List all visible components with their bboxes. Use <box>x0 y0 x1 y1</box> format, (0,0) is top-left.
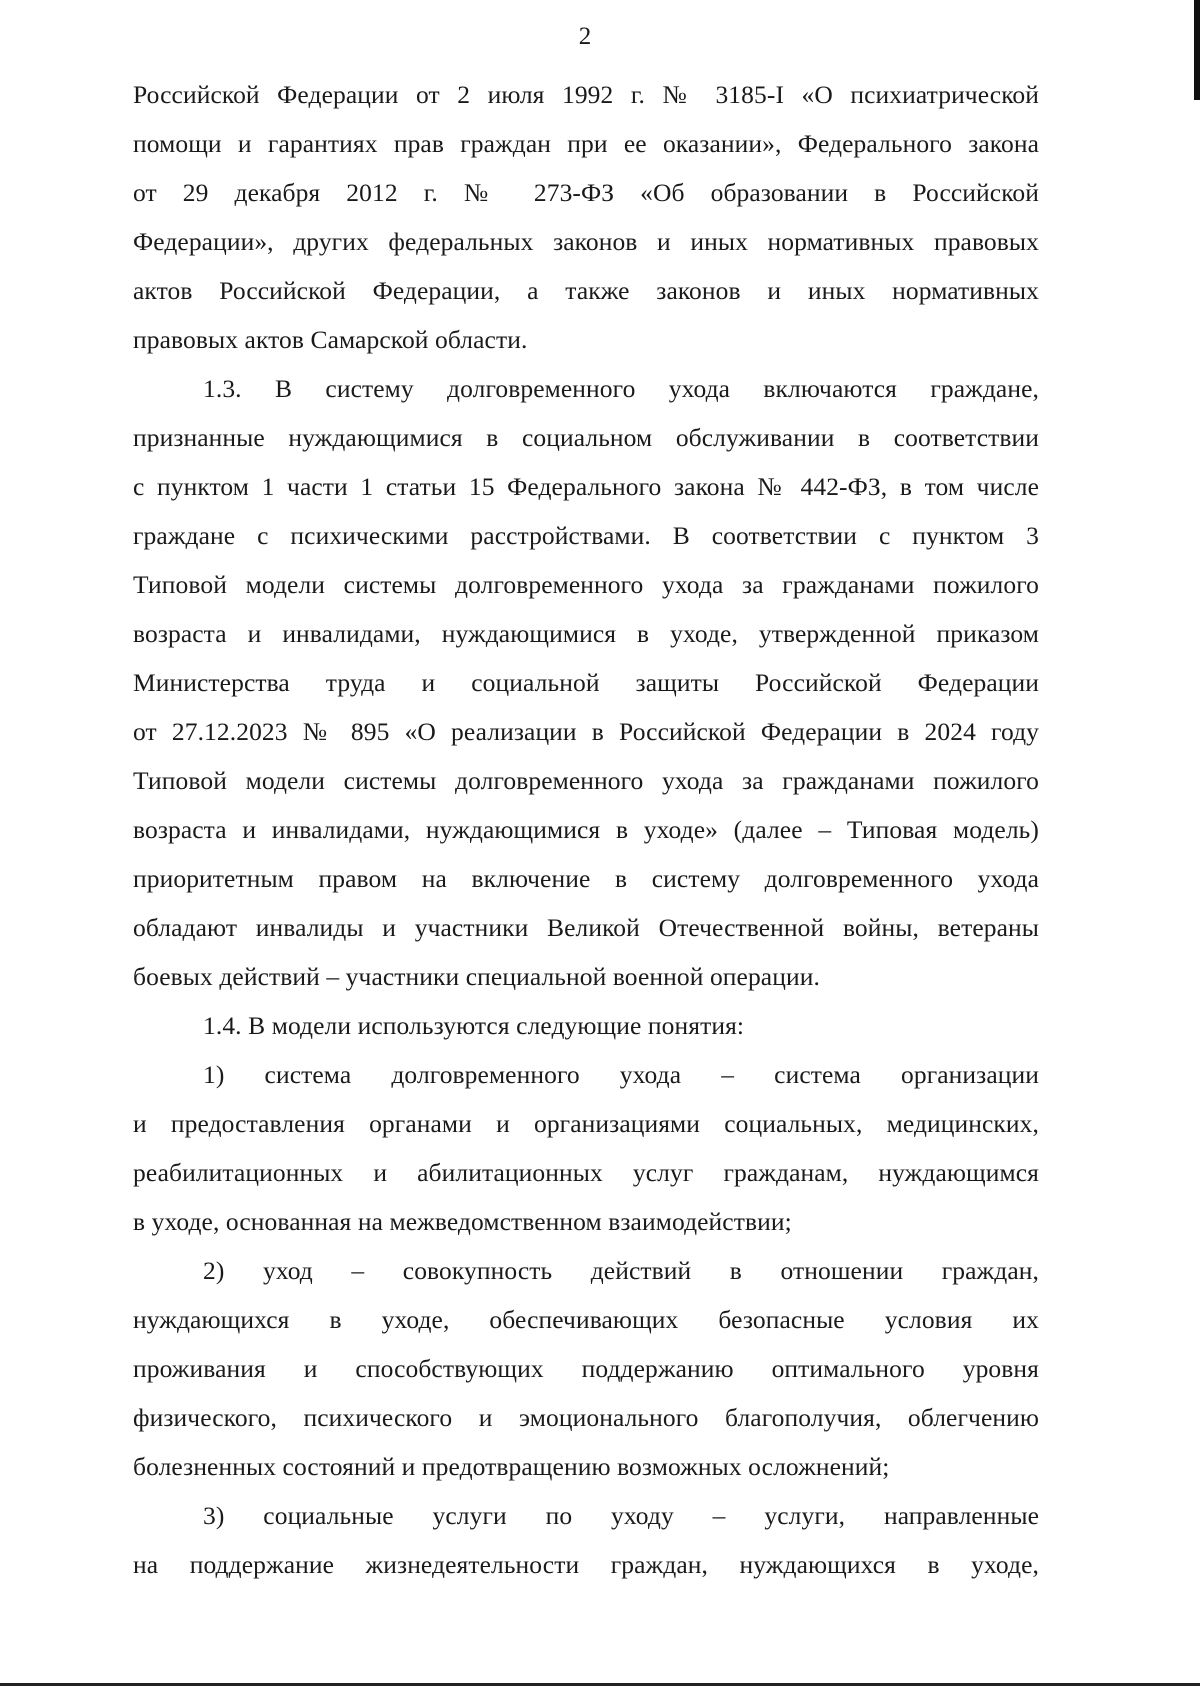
text-line: болезненных состояний и предотвращению возможных осложнений; <box>133 1452 890 1481</box>
text-line: с пунктом 1 части 1 статьи 15 Федерального закона № 442-ФЗ, в том числе <box>133 472 1039 501</box>
text-line: правовых актов Самарской области. <box>133 325 528 354</box>
text-line: 1.3. В систему долговременного ухода включаются граждане, <box>203 374 1039 403</box>
text-line: и предоставления органами и организациями социальных, медицинских, <box>133 1109 1039 1138</box>
page-number: 2 <box>578 23 592 50</box>
text-line: от 29 декабря 2012 г. № 273-ФЗ «Об образовании в Российской <box>133 178 1039 207</box>
text-line: приоритетным правом на включение в систему долговременного ухода <box>133 864 1039 893</box>
bottom-rule <box>0 1683 1200 1686</box>
text-line: Российской Федерации от 2 июля 1992 г. № 3185-I «О психиатрической <box>133 80 1039 109</box>
text-line: 1.4. В модели используются следующие понятия: <box>203 1011 745 1040</box>
text-line: 1) система долговременного ухода – система организации <box>203 1060 1039 1089</box>
text-line: граждане с психическими расстройствами. В соответствии с пунктом 3 <box>133 521 1039 550</box>
text-line: Типовой модели системы долговременного ухода за гражданами пожилого <box>133 570 1039 599</box>
document-body <box>133 70 1039 1589</box>
text-line: признанные нуждающимися в социальном обслуживании в соответствии <box>133 423 1039 452</box>
text-line: возраста и инвалидами, нуждающимися в уходе, утвержденной приказом <box>133 619 1039 648</box>
text-line: возраста и инвалидами, нуждающимися в уходе» (далее – Типовая модель) <box>133 815 1039 844</box>
text-line: 3) социальные услуги по уходу – услуги, направленные <box>203 1501 1039 1530</box>
text-line: Федерации», других федеральных законов и иных нормативных правовых <box>133 227 1039 256</box>
text-line: нуждающихся в уходе, обеспечивающих безопасные условия их <box>133 1305 1039 1334</box>
text-line: 2) уход – совокупность действий в отношении граждан, <box>203 1256 1039 1285</box>
text-line: Типовой модели системы долговременного ухода за гражданами пожилого <box>133 766 1039 795</box>
text-line: на поддержание жизнедеятельности граждан, нуждающихся в уходе, <box>133 1550 1039 1579</box>
text-line: проживания и способствующих поддержанию оптимального уровня <box>133 1354 1039 1383</box>
text-line: боевых действий – участники специальной военной операции. <box>133 962 820 991</box>
text-line: актов Российской Федерации, а также законов и иных нормативных <box>133 276 1039 305</box>
text-line: реабилитационных и абилитационных услуг гражданам, нуждающимся <box>133 1158 1039 1187</box>
text-line: Министерства труда и социальной защиты Российской Федерации <box>133 668 1039 697</box>
text-line: от 27.12.2023 № 895 «О реализации в Российской Федерации в 2024 году <box>133 717 1039 746</box>
text-line: физического, психического и эмоционального благополучия, облегчению <box>133 1403 1039 1432</box>
text-line: помощи и гарантиях прав граждан при ее оказании», Федерального закона <box>133 129 1039 158</box>
text-line: в уходе, основанная на межведомственном взаимодействии; <box>133 1207 792 1236</box>
text-line: обладают инвалиды и участники Великой Отечественной войны, ветераны <box>133 913 1039 942</box>
scan-edge-mark <box>1194 0 1200 100</box>
